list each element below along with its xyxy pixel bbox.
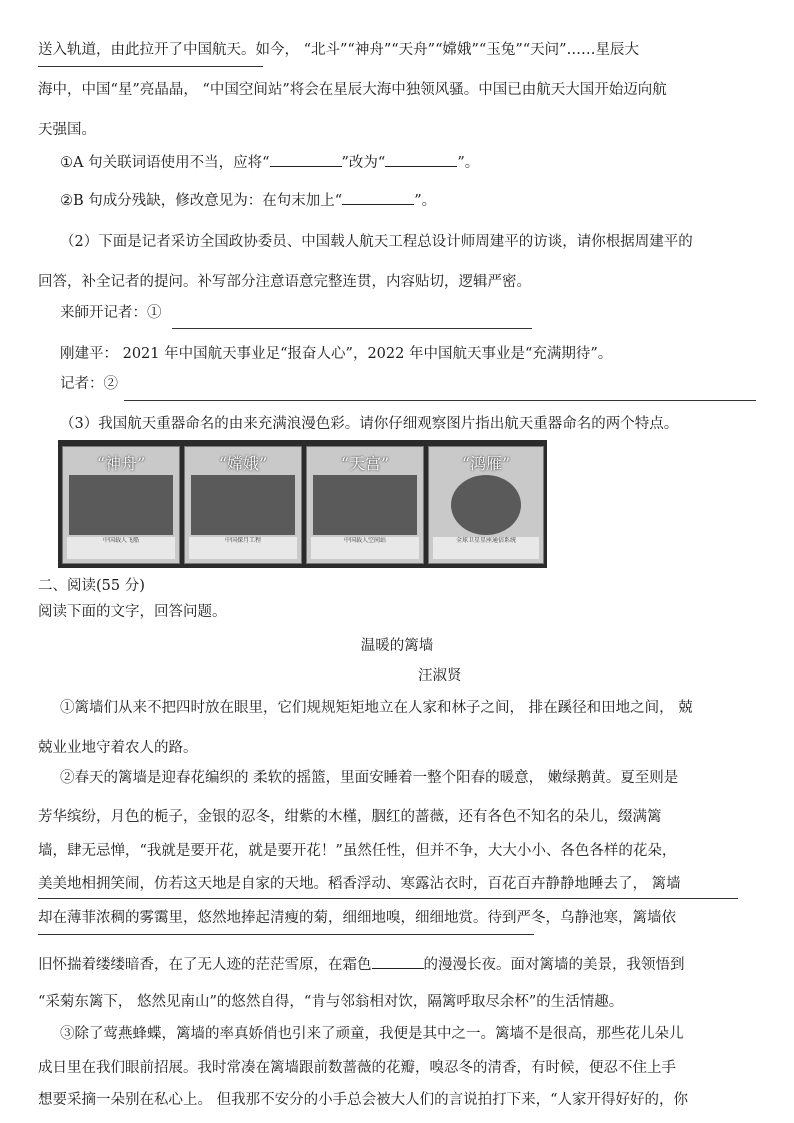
panel-title: “嫦娥” (218, 454, 268, 473)
q3-line1: （3）我国航天重器命名的由来充满浪漫色彩。请你仔细观察图片指出航天重器命名的两个特点。 (60, 416, 679, 432)
spacecraft-photos (58, 440, 547, 568)
underline-rule (38, 934, 534, 935)
essay-p3-line3: 想要采摘一朵别在私心上。 但我那不安分的小手总会被大人们的言说拍打下来，“人家开得好好的，你 (38, 1092, 689, 1108)
essay-p1-line1: ①篱墙们从来不把四时放在眼里，它们规规矩矩地立在人家和林子之间， 排在蹊径和田地之间， 兢 (60, 700, 693, 716)
q1-sub2 (60, 190, 436, 211)
essay-p2-line5: 却在薄菲浓稠的雾霭里，悠然地捧起清瘦的菊，细细地嗅，细细地赏。待到严冬，乌静池寒，篱墙依 (38, 910, 676, 926)
q1-sub1-text-a: ①A 句关联词语使用不当，应将“ (60, 155, 270, 171)
q1-sub1-text-c: ”。 (457, 155, 480, 171)
essay-p2-line3: 墙，肆无忌惮，“我就是要开花，就是要开花！”虽然任性，但并不争，大大小小、各色各样的花朵， (38, 843, 677, 859)
q1-line1: 送入轨道，由此拉开了中国航天。如今， “北斗”“神舟”“天舟”“嫦娥”“玉兔”“天问”……星辰大 (38, 42, 640, 58)
q2-reporter2: 记者：② (60, 376, 118, 392)
panel-caption: 中国探月工程 (189, 537, 297, 559)
essay-p2-line6-a: 旧怀揣着缕缕暗香，在了无人迹的茫茫雪原，在霜色 (38, 957, 372, 973)
essay-p2-line6-b: 的漫漫长夜。面对篱墙的美景，我领悟到 (423, 957, 685, 973)
answer-blank-4[interactable] (372, 954, 424, 969)
essay-p2-line7: “采菊东篱下， 悠然见南山”的悠然自得，“肯与邻翁相对饮，隔篱呼取尽余杯”的生活情趣。 (38, 994, 624, 1010)
answer-blank-2[interactable] (385, 152, 457, 167)
panel-title: “神舟” (96, 454, 146, 473)
panel-caption: 中国载人飞船 (67, 537, 175, 559)
q1-sub2-text-a: ②B 句成分残缺，修改意见为：在句末加上“ (60, 193, 343, 209)
essay-p3-line1: ③除了莺燕蜂蝶，篱墙的率真娇俏也引来了顽童，我便是其中之一。篱墙不是很高，那些花儿朵儿 (60, 1026, 684, 1042)
spacecraft-image (69, 475, 173, 535)
section-heading: 二、阅读(55 分) (38, 578, 145, 594)
q2-line2: 回答，补全记者的提问。补写部分注意语意完整连贯，内容贴切，逻辑严密。 (38, 274, 531, 290)
essay-p2-line2: 芳华缤纷，月色的栀子，金银的忍冬，绀紫的木槿，胭红的蔷薇，还有各色不知名的朵儿，缀满篱 (38, 809, 662, 825)
photo-panel-change (184, 446, 302, 564)
q2-line1: （2）下面是记者采访全国政协委员、中国载人航天工程总设计师周建平的访谈，请你根据周建平的 (60, 234, 693, 250)
panel-caption: 全球卫星星座通信系统 (433, 537, 539, 559)
essay-p2-line6 (38, 954, 685, 975)
essay-title: 温暖的篱墙 (360, 638, 434, 654)
q1-sub1 (60, 152, 479, 173)
spacecraft-image (191, 475, 295, 535)
essay-author: 汪淑贤 (418, 668, 462, 684)
essay-p2-line1: ②春天的篱墙是迎春花编织的 柔软的摇篮，里面安睡着一整个阳春的暖意， 嫩绿鹅黄。夏至则是 (60, 770, 679, 786)
underline-rule (38, 898, 738, 899)
underline-rule (38, 66, 263, 67)
q1-line3: 天强国。 (38, 122, 96, 138)
q1-sub2-text-b: ”。 (414, 193, 437, 209)
q1-line2: 海中，中国“星”亮晶晶， “中国空间站”将会在星辰大海中独领风骚。中国已由航天大国开始迈向航 (38, 82, 667, 98)
panel-title: “鸿雁” (461, 454, 511, 473)
photo-panel-tiangong (306, 446, 424, 564)
photo-panel-shenzhou (62, 446, 180, 564)
q2-answer: 刚建平： 2021 年中国航天事业足“报奋人心”，2022 年中国航天事业是“充满期待”。 (60, 346, 613, 362)
section-instruction: 阅读下面的文字，回答问题。 (38, 604, 227, 620)
photo-panel-hongyan (428, 446, 544, 564)
essay-p1-line2: 兢业业地守着农人的路。 (38, 740, 198, 756)
planet-image (451, 475, 521, 535)
panel-caption: 中国载人空间站 (311, 537, 419, 559)
q1-sub1-text-b: ”改为“ (341, 155, 386, 171)
spacecraft-image (313, 475, 417, 535)
essay-p2-line4: 美美地相拥笑闹，仿若这天地是自家的天地。稻香浮动、寒露沾衣时，百花百卉静静地睡去了， 篱墙 (38, 876, 681, 892)
answer-line-1[interactable] (172, 328, 532, 329)
panel-title: “天宫” (340, 454, 390, 473)
answer-blank-3[interactable] (342, 190, 414, 205)
answer-line-2[interactable] (124, 400, 756, 401)
essay-p3-line2: 成日里在我们眼前招展。我时常凑在篱墙跟前数蔷薇的花瓣，嗅忍冬的清香，有时候，便忍不住上手 (38, 1060, 676, 1076)
q2-reporter1: 来師开记者：① (60, 305, 162, 321)
answer-blank-1[interactable] (270, 152, 342, 167)
